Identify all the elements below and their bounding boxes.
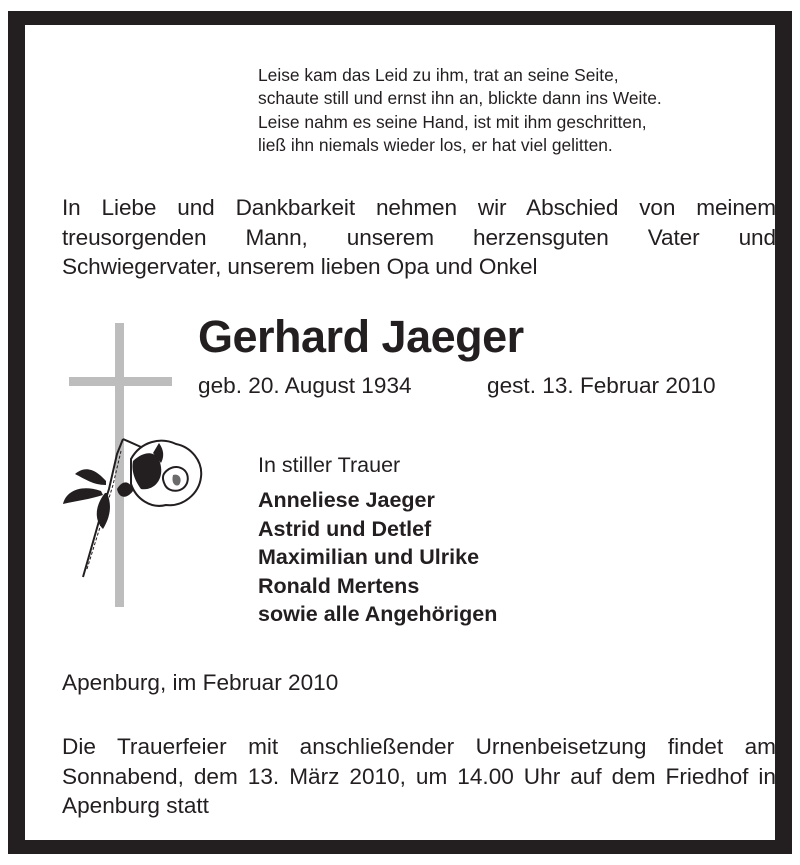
deceased-name: Gerhard Jaeger (198, 311, 524, 362)
obituary-border (8, 11, 792, 854)
mourner-name: sowie alle Angehörigen (258, 602, 498, 627)
obituary-card (25, 25, 775, 840)
mourning-heading: In stiller Trauer (258, 453, 401, 477)
birth-date: geb. 20. August 1934 (198, 373, 412, 398)
cross-icon-crossbar (69, 377, 172, 386)
mourner-name: Ronald Mertens (258, 573, 420, 598)
poem-line: schaute still und ernst ihn an, blickte dann ins Weite. (258, 88, 662, 109)
mourner-name: Maximilian und Ulrike (258, 545, 480, 570)
mourner-name: Anneliese Jaeger (258, 488, 435, 512)
death-date: gest. 13. Februar 2010 (487, 373, 716, 398)
place-date: Apenburg, im Februar 2010 (62, 670, 339, 695)
mourners-list (258, 486, 497, 629)
poem-line: Leise nahm es seine Hand, ist mit ihm geschritten, (258, 111, 647, 132)
poem (258, 64, 662, 157)
rose-icon (61, 419, 211, 579)
funeral-service-info: Die Trauerfeier mit anschließender Urnenbeisetzung findet am Sonnabend, dem 13. März 2010, um 14.00 Uhr auf dem Friedhof in Apenburg statt (62, 734, 776, 819)
poem-line: ließ ihn niemals wieder los, er hat viel gelitten. (258, 134, 613, 155)
intro-text: In Liebe und Dankbarkeit nehmen wir Abschied von meinem treusorgenden Mann, unserem herzensguten Vater und Schwiegervater, unserem lieben Opa und Onkel (62, 195, 776, 280)
mourner-name: Astrid und Detlef (258, 516, 432, 541)
poem-line: Leise kam das Leid zu ihm, trat an seine Seite, (258, 65, 619, 85)
